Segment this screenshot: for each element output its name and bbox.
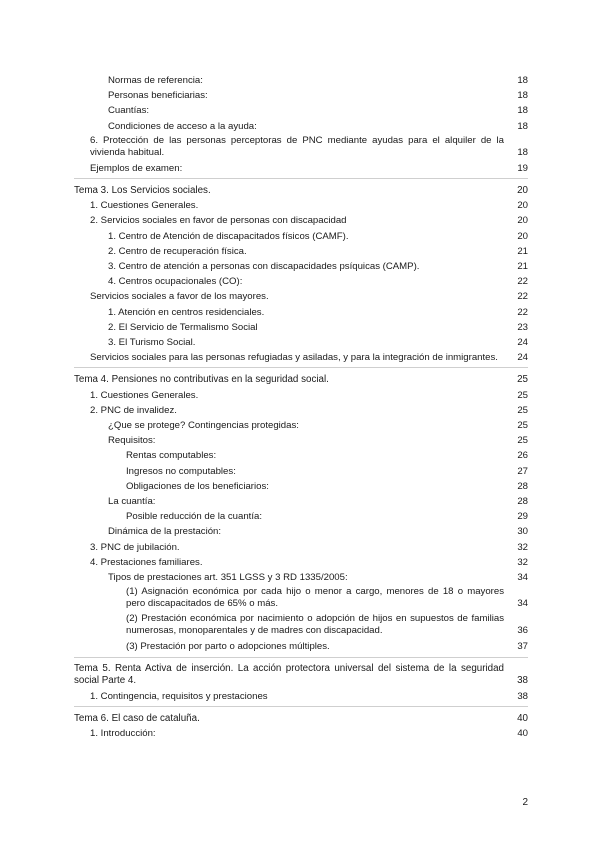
toc-entry[interactable] bbox=[74, 161, 528, 176]
section-divider bbox=[74, 657, 528, 658]
section-divider bbox=[74, 706, 528, 707]
toc-entry-text: 1. Atención en centros residenciales. bbox=[108, 306, 265, 318]
toc-entry-text: 3. Centro de atención a personas con discapacidades psíquicas (CAMP). bbox=[108, 261, 420, 273]
toc-entry[interactable] bbox=[74, 134, 528, 161]
table-of-contents bbox=[74, 73, 528, 741]
toc-entry[interactable] bbox=[74, 585, 528, 612]
toc-entry-page: 28 bbox=[517, 480, 528, 492]
toc-entry-text: Dinámica de la prestación: bbox=[108, 526, 222, 538]
toc-entry-text: 2. Centro de recuperación física. bbox=[108, 245, 247, 257]
toc-entry[interactable] bbox=[74, 289, 528, 304]
toc-chapter-page: 40 bbox=[517, 712, 528, 724]
toc-entry-text: Obligaciones de los beneficiarios: bbox=[126, 480, 269, 492]
toc-entry-text: Rentas computables: bbox=[126, 450, 217, 462]
toc-entry[interactable] bbox=[74, 259, 528, 274]
toc-entry-text: Condiciones de acceso a la ayuda: bbox=[108, 120, 257, 132]
toc-entry-text: Ingresos no computables: bbox=[126, 465, 236, 477]
toc-entry-page: 25 bbox=[517, 420, 528, 432]
toc-entry[interactable] bbox=[74, 540, 528, 555]
toc-entry[interactable] bbox=[74, 244, 528, 259]
toc-chapter-text: Tema 4. Pensiones no contributivas en la seguridad social. bbox=[74, 374, 329, 386]
toc-entry[interactable] bbox=[74, 229, 528, 244]
toc-entry-text: Requisitos: bbox=[108, 435, 156, 447]
toc-entry-page: 24 bbox=[517, 337, 528, 349]
toc-entry-text: 1. Cuestiones Generales. bbox=[90, 200, 199, 212]
toc-entry[interactable] bbox=[74, 509, 528, 524]
section-divider bbox=[74, 178, 528, 179]
toc-entry-page: 21 bbox=[517, 261, 528, 273]
toc-entry-page: 36 bbox=[517, 625, 528, 637]
toc-entry-page: 27 bbox=[517, 465, 528, 477]
toc-entry-page: 19 bbox=[517, 162, 528, 174]
toc-entry[interactable] bbox=[74, 198, 528, 213]
toc-entry-page: 22 bbox=[517, 276, 528, 288]
toc-entry-text: (1) Asignación económica por cada hijo o menor a cargo, menores de 18 o mayores pero discapacitados de 65% o más. bbox=[126, 586, 504, 610]
toc-entry[interactable] bbox=[74, 335, 528, 350]
toc-entry-text: La cuantía: bbox=[108, 496, 156, 508]
toc-entry[interactable] bbox=[74, 524, 528, 539]
toc-entry[interactable] bbox=[74, 570, 528, 585]
toc-entry-text: Personas beneficiarias: bbox=[108, 90, 208, 102]
toc-entry-page: 28 bbox=[517, 496, 528, 508]
toc-entry-text: Posible reducción de la cuantía: bbox=[126, 511, 262, 523]
toc-chapter-text: Tema 5. Renta Activa de inserción. La acción protectora universal del sistema de la seguridad social Parte 4. bbox=[74, 662, 504, 686]
toc-entry-page: 23 bbox=[517, 321, 528, 333]
toc-entry[interactable] bbox=[74, 103, 528, 118]
toc-entry[interactable] bbox=[74, 639, 528, 654]
toc-entry-page: 18 bbox=[517, 105, 528, 117]
toc-entry[interactable] bbox=[74, 418, 528, 433]
toc-entry-text: Cuantías: bbox=[108, 105, 150, 117]
toc-entry-text: 1. Centro de Atención de discapacitados físicos (CAMF). bbox=[108, 230, 349, 242]
toc-entry[interactable] bbox=[74, 689, 528, 704]
toc-entry-text: 1. Introducción: bbox=[90, 727, 156, 739]
toc-entry[interactable] bbox=[74, 350, 528, 365]
toc-entry[interactable] bbox=[74, 612, 528, 639]
toc-entry-page: 38 bbox=[517, 690, 528, 702]
toc-entry-page: 25 bbox=[517, 435, 528, 447]
toc-entry-page: 30 bbox=[517, 526, 528, 538]
toc-entry-page: 32 bbox=[517, 541, 528, 553]
toc-chapter-page: 20 bbox=[517, 185, 528, 197]
toc-entry-page: 25 bbox=[517, 389, 528, 401]
toc-entry-text: Servicios sociales para las personas refugiadas y asiladas, y para la integración de inmigrantes. bbox=[90, 352, 498, 364]
toc-chapter[interactable] bbox=[74, 662, 528, 689]
toc-entry-text: 4. Prestaciones familiares. bbox=[90, 556, 203, 568]
toc-entry-page: 22 bbox=[517, 291, 528, 303]
toc-entry-page: 20 bbox=[517, 200, 528, 212]
toc-entry[interactable] bbox=[74, 726, 528, 741]
toc-entry-page: 26 bbox=[517, 450, 528, 462]
toc-entry-page: 20 bbox=[517, 230, 528, 242]
toc-entry[interactable] bbox=[74, 464, 528, 479]
toc-entry-page: 20 bbox=[517, 215, 528, 227]
toc-chapter[interactable] bbox=[74, 183, 528, 198]
toc-entry[interactable] bbox=[74, 73, 528, 88]
toc-chapter[interactable] bbox=[74, 372, 528, 387]
toc-entry-text: Servicios sociales a favor de los mayores. bbox=[90, 291, 269, 303]
toc-entry[interactable] bbox=[74, 119, 528, 134]
toc-entry-text: ¿Que se protege? Contingencias protegidas: bbox=[108, 420, 299, 432]
toc-chapter-text: Tema 3. Los Servicios sociales. bbox=[74, 185, 211, 197]
toc-entry[interactable] bbox=[74, 555, 528, 570]
toc-entry-text: 4. Centros ocupacionales (CO): bbox=[108, 276, 243, 288]
toc-entry-page: 34 bbox=[517, 598, 528, 610]
toc-entry-text: (2) Prestación económica por nacimiento o adopción de hijos en supuestos de familias numerosas, monoparentales y de madres con discapacidad. bbox=[126, 613, 504, 637]
toc-entry-page: 29 bbox=[517, 511, 528, 523]
section-divider bbox=[74, 367, 528, 368]
toc-entry[interactable] bbox=[74, 88, 528, 103]
toc-entry-text: 2. El Servicio de Termalismo Social bbox=[108, 321, 258, 333]
toc-entry-text: 3. PNC de jubilación. bbox=[90, 541, 180, 553]
toc-entry[interactable] bbox=[74, 305, 528, 320]
toc-entry-page: 18 bbox=[517, 90, 528, 102]
toc-entry-page: 37 bbox=[517, 641, 528, 653]
toc-entry-text: Ejemplos de examen: bbox=[90, 162, 183, 174]
toc-entry[interactable] bbox=[74, 388, 528, 403]
toc-entry[interactable] bbox=[74, 494, 528, 509]
toc-entry-text: 6. Protección de las personas perceptoras de PNC mediante ayudas para el alquiler de la vivienda habitual. bbox=[90, 134, 504, 158]
toc-entry-text: 1. Contingencia, requisitos y prestaciones bbox=[90, 690, 268, 702]
toc-entry-page: 24 bbox=[517, 352, 528, 364]
toc-chapter[interactable] bbox=[74, 711, 528, 726]
toc-entry-page: 18 bbox=[517, 146, 528, 158]
toc-chapter-text: Tema 6. El caso de cataluña. bbox=[74, 712, 200, 724]
toc-entry[interactable] bbox=[74, 479, 528, 494]
page-number: 2 bbox=[522, 797, 528, 808]
toc-chapter-page: 25 bbox=[517, 374, 528, 386]
toc-entry-text: Normas de referencia: bbox=[108, 75, 203, 86]
toc-entry-page: 32 bbox=[517, 556, 528, 568]
toc-chapter-page: 38 bbox=[517, 674, 528, 686]
toc-entry-page: 18 bbox=[517, 120, 528, 132]
toc-entry-page: 22 bbox=[517, 306, 528, 318]
toc-entry-page: 34 bbox=[517, 572, 528, 584]
toc-entry-text: Tipos de prestaciones art. 351 LGSS y 3 RD 1335/2005: bbox=[108, 572, 348, 584]
toc-entry[interactable] bbox=[74, 403, 528, 418]
toc-entry-text: 1. Cuestiones Generales. bbox=[90, 389, 199, 401]
toc-entry-page: 25 bbox=[517, 404, 528, 416]
toc-entry-page: 21 bbox=[517, 245, 528, 257]
toc-entry[interactable] bbox=[74, 274, 528, 289]
toc-entry[interactable] bbox=[74, 433, 528, 448]
toc-entry[interactable] bbox=[74, 320, 528, 335]
toc-entry-text: 2. Servicios sociales en favor de personas con discapacidad bbox=[90, 215, 347, 227]
toc-entry[interactable] bbox=[74, 213, 528, 228]
toc-entry-text: 3. El Turismo Social. bbox=[108, 337, 196, 349]
toc-entry-page: 18 bbox=[517, 75, 528, 86]
toc-entry-page: 40 bbox=[517, 727, 528, 739]
toc-entry[interactable] bbox=[74, 448, 528, 463]
toc-entry-text: (3) Prestación por parto o adopciones múltiples. bbox=[126, 641, 330, 653]
toc-entry-text: 2. PNC de invalidez. bbox=[90, 404, 177, 416]
